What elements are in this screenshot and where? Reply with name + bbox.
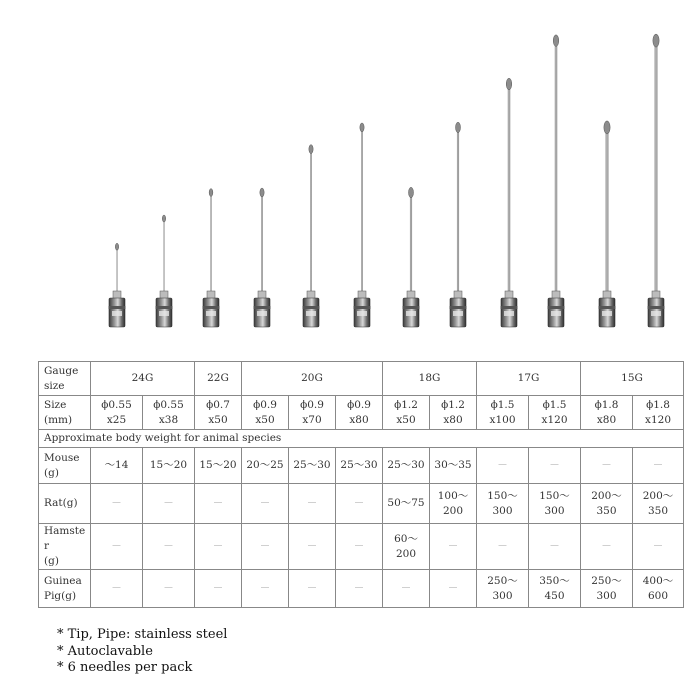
needle-hub-label [453,311,463,316]
weight-cell: 250～ 300 [477,570,529,608]
weight-cell: 25～30 [383,448,430,484]
needle-ball-tip [260,188,264,197]
gauge-row [39,362,684,396]
size-cell: ϕ1.5 x120 [529,396,581,430]
needle-hub-label [206,311,216,316]
species-label: Hamste r (g) [39,524,91,570]
weight-cell: 50～75 [383,484,430,524]
section-row [39,430,684,448]
weight-cell: － [336,570,383,608]
weight-cell: ～14 [91,448,143,484]
weight-cell: － [195,570,242,608]
needle-hub-label [406,311,416,316]
size-cell: ϕ0.55 x38 [143,396,195,430]
needle-shaft [361,127,363,300]
needle-hub-label [551,311,561,316]
weight-cell: － [633,524,684,570]
weight-cell: － [242,484,289,524]
weight-cell: － [289,524,336,570]
weight-cell: － [430,570,477,608]
weight-cell: － [529,448,581,484]
weight-cell: － [336,484,383,524]
needle-hub-flange [156,306,173,309]
needle-hub-label [306,311,316,316]
weight-cell: － [242,524,289,570]
gauge-20g: 20G [242,362,383,396]
needle-ball-tip [456,122,461,132]
needle-hub-flange [403,306,420,309]
needle-hub-flange [354,306,371,309]
needle-shaft [410,193,412,301]
weight-cell: － [195,524,242,570]
weight-cell: － [383,570,430,608]
gauge-24g: 24G [91,362,195,396]
size-cell: ϕ1.8 x80 [581,396,633,430]
species-label: Rat(g) [39,484,91,524]
needle-hub-flange [203,306,220,309]
weight-cell: 20～25 [242,448,289,484]
weight-cell: － [581,448,633,484]
size-row [39,396,684,430]
body-weight-section-label: Approximate body weight for animal species [39,430,684,448]
needle-ball-tip [604,121,610,134]
size-cell: ϕ0.9 x50 [242,396,289,430]
weight-cell: 30～35 [430,448,477,484]
weight-cell: － [477,448,529,484]
size-cell: ϕ1.2 x50 [383,396,430,430]
needle-ball-tip [360,123,364,132]
weight-cell: 200～ 350 [633,484,684,524]
needle-ball-tip [653,34,659,47]
note-autoclave: * Autoclavable [57,643,153,659]
needle-hub-flange [501,306,518,309]
weight-cell: 150～ 300 [477,484,529,524]
needle-shaft [163,219,164,300]
size-cell: ϕ1.8 x120 [633,396,684,430]
gauge-22g: 22G [195,362,242,396]
size-cell: ϕ0.7 x50 [195,396,242,430]
weight-cell: － [195,484,242,524]
needle-hub-label [257,311,267,316]
needle-shaft [655,41,658,300]
needle-hub-flange [548,306,565,309]
needle-shaft [606,127,609,300]
note-material: * Tip, Pipe: stainless steel [57,627,228,642]
weight-cell: － [143,484,195,524]
needle-hub-label [357,311,367,316]
weight-cell: 15～20 [195,448,242,484]
needle-hub-flange [450,306,467,309]
specification-table [38,361,684,608]
weight-cell: － [289,570,336,608]
weight-cell: 60～ 200 [383,524,430,570]
weight-cell: 350～ 450 [529,570,581,608]
needle-hub-flange [109,306,126,309]
needle-hub-label [159,311,169,316]
weight-cell: － [143,570,195,608]
needle-hub-label [602,311,612,316]
weight-cell: － [143,524,195,570]
needle-shaft [508,84,510,300]
size-cell: ϕ1.2 x80 [430,396,477,430]
size-cell: ϕ1.5 x100 [477,396,529,430]
weight-cell: － [477,524,529,570]
needle-ball-tip [115,243,118,250]
needle-ball-tip [162,215,165,222]
weight-cell: － [633,448,684,484]
weight-cell: － [529,524,581,570]
weight-cell: 250～ 300 [581,570,633,608]
weight-cell: － [91,484,143,524]
size-header: Size (mm) [39,396,91,430]
needle-hub-label [504,311,514,316]
species-row [39,484,684,524]
needle-ball-tip [409,187,414,197]
size-cell: ϕ0.9 x80 [336,396,383,430]
needle-hub-flange [648,306,665,309]
needle-ball-tip [506,78,512,90]
product-notes [57,627,227,677]
weight-cell: 25～30 [289,448,336,484]
size-cell: ϕ0.55 x25 [91,396,143,430]
weight-cell: 150～ 300 [529,484,581,524]
needle-ball-tip [553,35,559,47]
weight-cell: 15～20 [143,448,195,484]
species-row [39,570,684,608]
gauge-15g: 15G [581,362,684,396]
weight-cell: － [581,524,633,570]
needle-hub-label [651,311,661,316]
weight-cell: － [91,570,143,608]
weight-cell: 100～ 200 [430,484,477,524]
needle-shaft [555,41,557,300]
weight-cell: 25～30 [336,448,383,484]
weight-cell: 400～ 600 [633,570,684,608]
gauge-17g: 17G [477,362,581,396]
weight-cell: － [336,524,383,570]
needle-hub-flange [303,306,320,309]
needle-shaft [261,193,263,301]
needle-ball-tip [309,145,313,154]
note-pack-quantity: * 6 needles per pack [57,660,193,675]
gauge-18g: 18G [383,362,477,396]
weight-cell: － [91,524,143,570]
weight-cell: 200～ 350 [581,484,633,524]
weight-cell: － [242,570,289,608]
needle-hub-label [112,311,122,316]
species-row [39,524,684,570]
needle-ball-tip [209,189,213,197]
needle-shaft [210,193,211,301]
gauge-size-header: Gauge size [39,362,91,396]
size-cell: ϕ0.9 x70 [289,396,336,430]
needle-shaft [310,149,312,300]
needle-hub-flange [254,306,271,309]
species-label: Guinea Pig(g) [39,570,91,608]
weight-cell: － [430,524,477,570]
weight-cell: － [289,484,336,524]
species-label: Mouse (g) [39,448,91,484]
needle-shaft [457,127,459,300]
species-row [39,448,684,484]
needle-hub-flange [599,306,616,309]
